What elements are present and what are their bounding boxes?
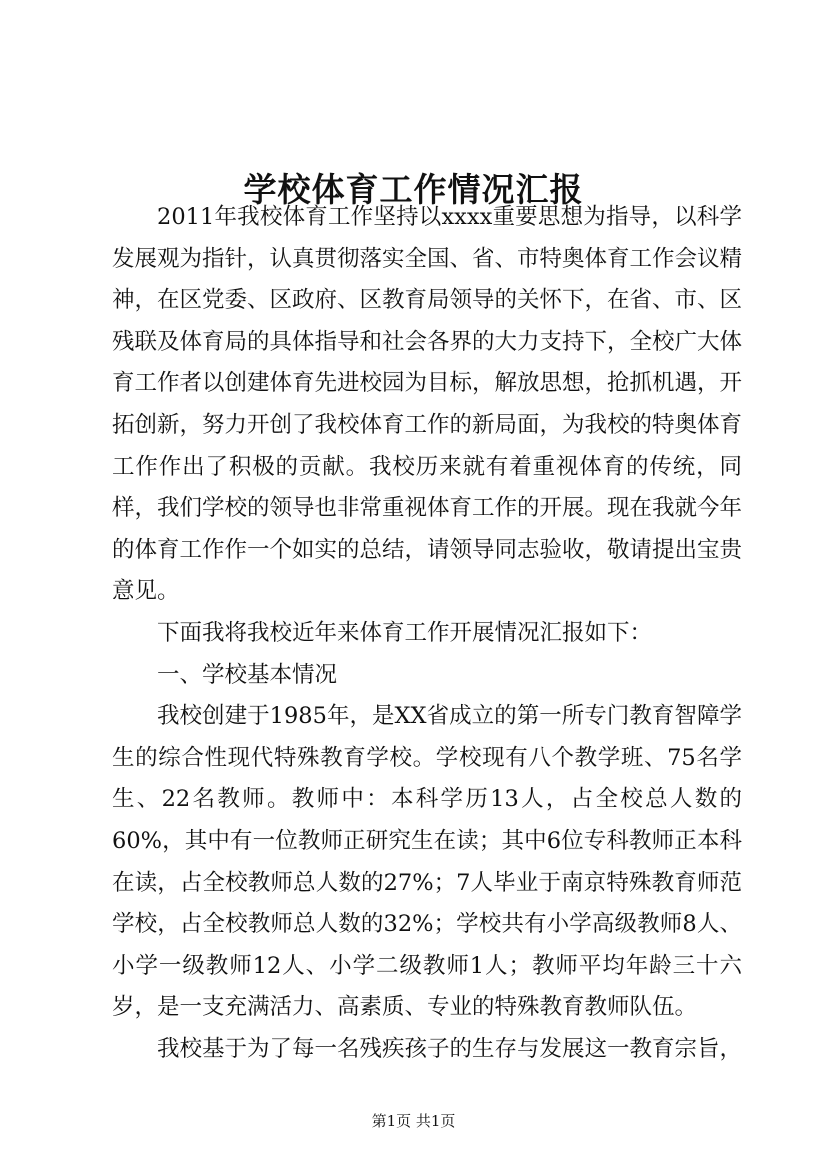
paragraph-intro: 2011年我校体育工作坚持以xxxx重要思想为指导，以科学发展观为指针，认真贯彻落实全国、省、市特奥体育工作会议精神，在区党委、区政府、区教育局领导的关怀下，在省、市、区残联及体育局的具体指导和社会各界的大力支持下，全校广大体育工作者以创建体育先进校园为目标，解放思想，抢抓机遇，开拓创新，努力开创了我校体育工作的新局面，为我校的特奥体育工作作出了积极的贡献。我校历来就有着重视体育的传统，同样，我们学校的领导也非常重视体育工作的开展。现在我就今年的体育工作作一个如实的总结，请领导同志验收，敬请提出宝贵意见。 <box>112 204 743 605</box>
section-heading-basic-info: 一、学校基本情况 <box>157 661 338 688</box>
document-body <box>112 197 742 1070</box>
paragraph-school-info: 我校创建于1985年，是XX省成立的第一所专门教育智障学生的综合性现代特殊教育学校。学校现有八个教学班、75名学生、22名教师。教师中：本科学历13人，占全校总人数的60%，其中有一位教师正研究生在读；其中6位专科教师正本科在读，占全校教师总人数的27%；7人毕业于南京特殊教育师范学校，占全校教师总人数的32%；学校共有小学高级教师8人、小学一级教师12人、小学二级教师1人；教师平均年龄三十六岁，是一支充满活力、高素质、专业的特殊教育教师队伍。 <box>112 703 742 1021</box>
paragraph-transition: 下面我将我校近年来体育工作开展情况汇报如下： <box>157 619 653 646</box>
paragraph-mission: 我校基于为了每一名残疾孩子的生存与发展这一教育宗旨， <box>157 1035 743 1062</box>
page-footer: 第1页 共1页 <box>371 1112 456 1130</box>
document-title: 学校体育工作情况汇报 <box>243 170 584 210</box>
